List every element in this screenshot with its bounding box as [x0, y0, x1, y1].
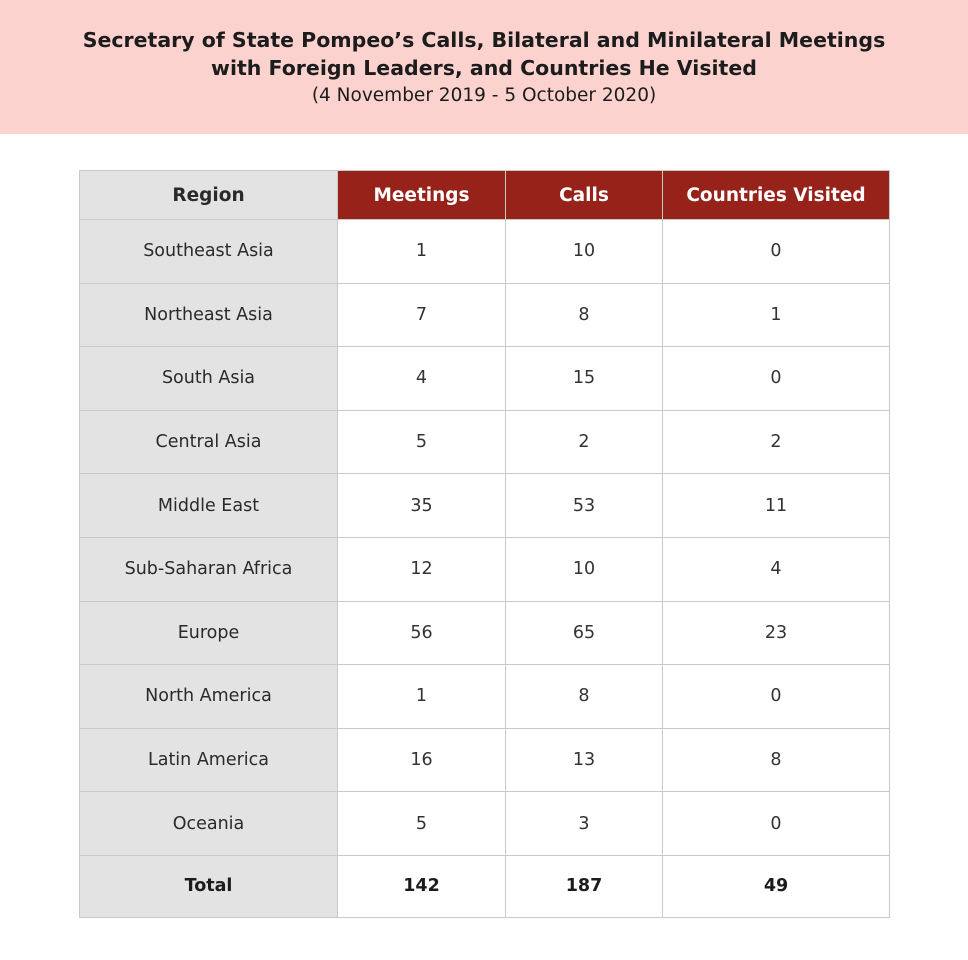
- title-banner: [0, 0, 968, 134]
- table-row: [80, 283, 890, 347]
- table-row: [80, 347, 890, 411]
- visited-cell: 4: [663, 537, 890, 601]
- region-cell: Latin America: [80, 728, 338, 792]
- meetings-cell: 5: [338, 410, 506, 474]
- calls-cell: 10: [506, 537, 663, 601]
- calls-cell: 10: [506, 220, 663, 284]
- total-meetings-cell: 142: [338, 855, 506, 917]
- meetings-cell: 7: [338, 283, 506, 347]
- visited-cell: 2: [663, 410, 890, 474]
- region-cell: Central Asia: [80, 410, 338, 474]
- region-cell: Oceania: [80, 792, 338, 856]
- region-cell: Southeast Asia: [80, 220, 338, 284]
- visited-cell: 1: [663, 283, 890, 347]
- region-cell: South Asia: [80, 347, 338, 411]
- visited-cell: 0: [663, 792, 890, 856]
- visited-cell: 0: [663, 347, 890, 411]
- chart-title-line-1: Secretary of State Pompeo’s Calls, Bilateral and Minilateral Meetings: [82, 28, 886, 52]
- meetings-cell: 5: [338, 792, 506, 856]
- table-header-row: [80, 171, 890, 220]
- column-header-meetings: Meetings: [338, 171, 506, 220]
- chart-subtitle: (4 November 2019 - 5 October 2020): [311, 85, 657, 106]
- table-body: [80, 220, 890, 918]
- region-cell: Northeast Asia: [80, 283, 338, 347]
- region-cell: Sub-Saharan Africa: [80, 537, 338, 601]
- calls-cell: 65: [506, 601, 663, 665]
- table-row: [80, 537, 890, 601]
- column-header-countries-visited: Countries Visited: [663, 171, 890, 220]
- table-row: [80, 728, 890, 792]
- meetings-cell: 35: [338, 474, 506, 538]
- total-calls-cell: 187: [506, 855, 663, 917]
- table-row: [80, 665, 890, 729]
- calls-cell: 53: [506, 474, 663, 538]
- table-row: [80, 792, 890, 856]
- visited-cell: 0: [663, 665, 890, 729]
- meetings-cell: 12: [338, 537, 506, 601]
- calls-cell: 8: [506, 665, 663, 729]
- table-row: [80, 474, 890, 538]
- table-row: [80, 410, 890, 474]
- region-cell: North America: [80, 665, 338, 729]
- visited-cell: 0: [663, 220, 890, 284]
- visited-cell: 11: [663, 474, 890, 538]
- meetings-cell: 1: [338, 220, 506, 284]
- calls-cell: 8: [506, 283, 663, 347]
- column-header-calls: Calls: [506, 171, 663, 220]
- meetings-cell: 16: [338, 728, 506, 792]
- total-label-cell: Total: [80, 855, 338, 917]
- meetings-cell: 1: [338, 665, 506, 729]
- calls-cell: 13: [506, 728, 663, 792]
- meetings-cell: 4: [338, 347, 506, 411]
- visited-cell: 23: [663, 601, 890, 665]
- total-row: [80, 855, 890, 917]
- table-row: [80, 601, 890, 665]
- region-cell: Middle East: [80, 474, 338, 538]
- calls-cell: 3: [506, 792, 663, 856]
- calls-cell: 15: [506, 347, 663, 411]
- column-header-region: Region: [80, 171, 338, 220]
- data-table: [79, 170, 890, 918]
- meetings-cell: 56: [338, 601, 506, 665]
- calls-cell: 2: [506, 410, 663, 474]
- visited-cell: 8: [663, 728, 890, 792]
- chart-title-line-2: with Foreign Leaders, and Countries He Visited: [211, 56, 757, 80]
- region-cell: Europe: [80, 601, 338, 665]
- table-row: [80, 220, 890, 284]
- total-visited-cell: 49: [663, 855, 890, 917]
